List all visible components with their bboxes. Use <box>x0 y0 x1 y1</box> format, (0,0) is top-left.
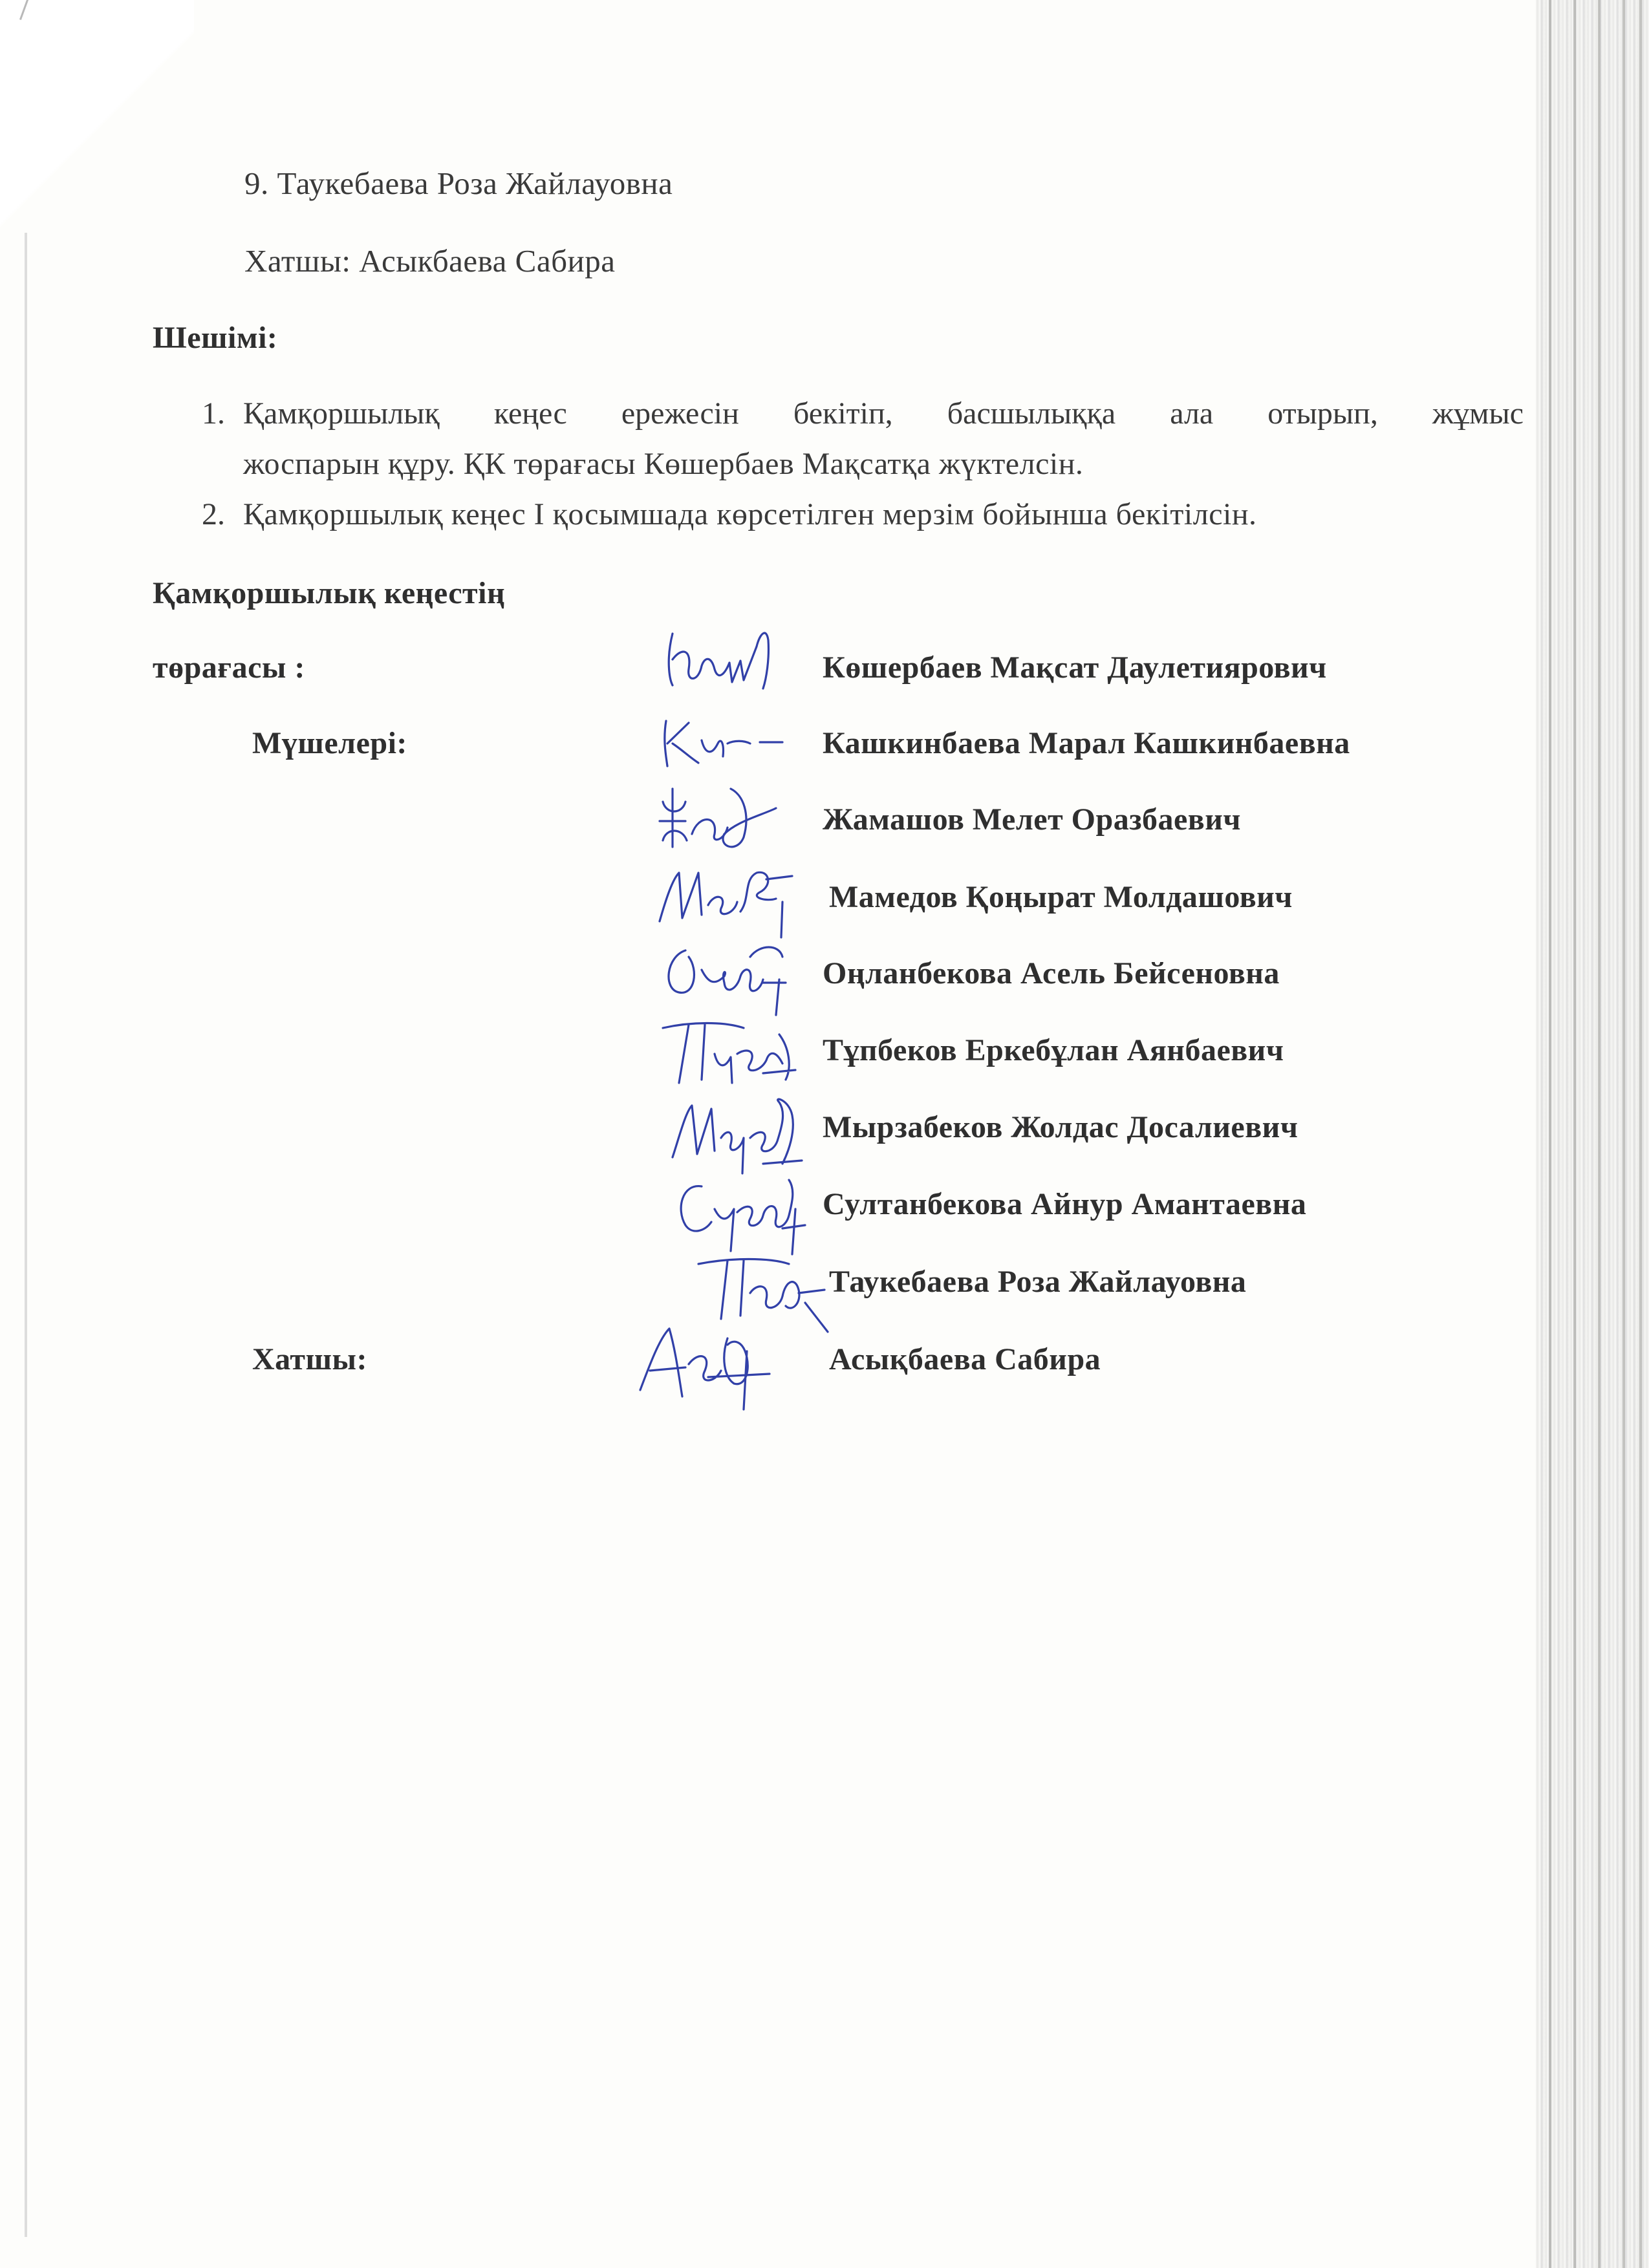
folded-corner <box>0 0 194 272</box>
decision-item-2: Қамқоршылық кеңес І қосымшада көрсетілген мерзім бойынша бекітілсін. <box>243 497 1257 531</box>
chair-name: Көшербаев Мақсат Даулетиярович <box>823 650 1327 685</box>
member-name: Жамашов Мелет Оразбаевич <box>823 802 1241 837</box>
decision-item-1-line2: жоспарын құру. ҚК төрағасы Көшербаев Мақсатқа жүктелсін. <box>243 447 1084 481</box>
member-name: Тұпбеков Еркебұлан Аянбаевич <box>823 1033 1284 1067</box>
member-signature <box>653 1009 802 1099</box>
member-signature <box>647 776 789 860</box>
decision-heading: Шешімі: <box>153 321 278 355</box>
secretary-signature <box>630 1312 779 1416</box>
member-name: Мамедов Қоңырат Молдашович <box>829 880 1293 914</box>
attendee-item-9: 9. Таукебаева Роза Жайлауовна <box>244 166 673 201</box>
page-edge-shadow <box>25 233 27 2237</box>
member-signature <box>653 931 802 1022</box>
council-title: Қамқоршылық кеңестің <box>153 576 506 610</box>
secretary-name: Асықбаева Сабира <box>829 1342 1101 1376</box>
member-signature <box>653 705 789 776</box>
member-name: Оңланбекова Асель Бейсеновна <box>823 956 1280 990</box>
secretary-line: Хатшы: Асыкбаева Сабира <box>244 243 616 279</box>
scan-edge <box>1536 0 1649 2268</box>
member-name: Кашкинбаева Марал Кашкинбаевна <box>823 726 1350 760</box>
chair-label: төрағасы : <box>153 650 305 685</box>
member-signature <box>653 853 802 944</box>
member-name: Мырзабеков Жолдас Досалиевич <box>823 1110 1299 1144</box>
member-name: Султанбекова Айнур Амантаевна <box>823 1187 1307 1221</box>
decision-num-1: 1. <box>202 396 225 431</box>
chair-signature <box>653 621 789 698</box>
secretary-label: Хатшы: <box>252 1342 367 1376</box>
decision-item-1-line1: Қамқоршылық кеңес ережесін бекітіп, басшылыққа ала отырып, жұмыс <box>243 396 1524 431</box>
decision-num-2: 2. <box>202 497 225 531</box>
member-name: Таукебаева Роза Жайлауовна <box>829 1265 1247 1299</box>
members-label: Мүшелері: <box>252 726 407 760</box>
